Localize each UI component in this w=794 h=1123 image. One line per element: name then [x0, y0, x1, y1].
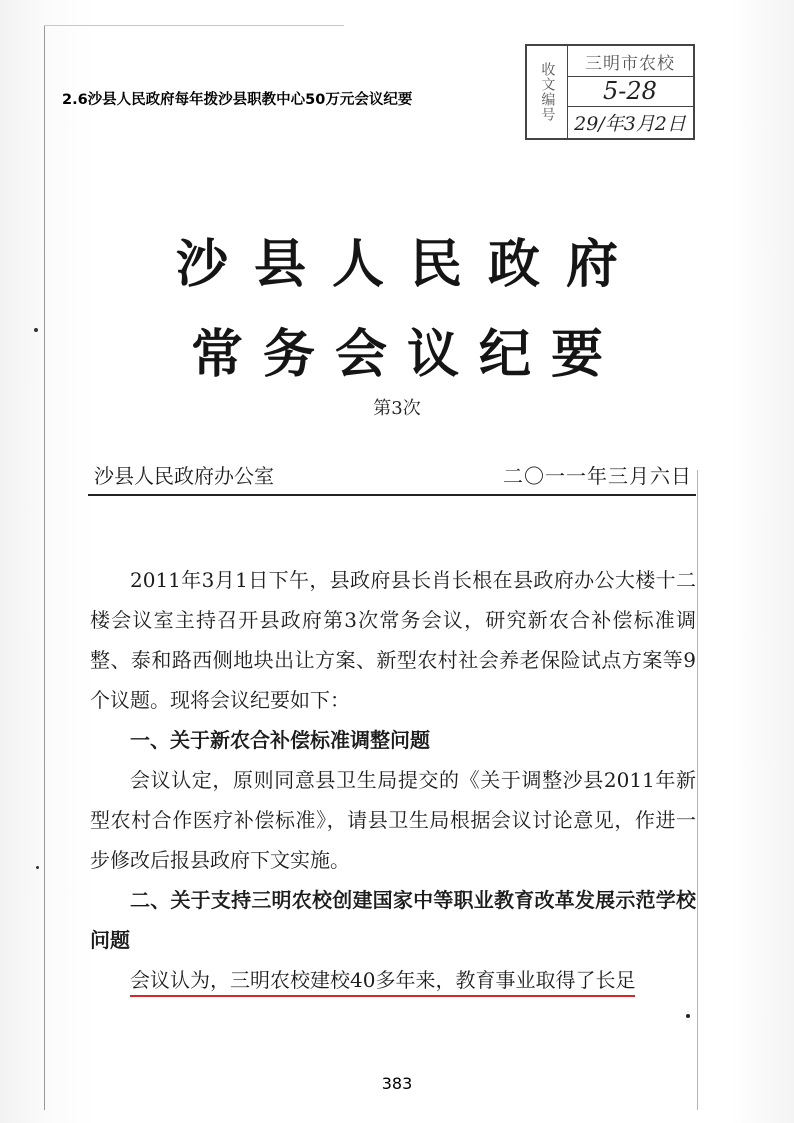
stamp-label: 收文编号 — [527, 46, 568, 138]
stamp-number-row — [567, 76, 693, 107]
stamp-date: 29/年3月2日 — [574, 112, 686, 135]
receipt-stamp — [525, 44, 695, 140]
document-body — [90, 560, 696, 1000]
scan-top-edge — [44, 25, 344, 26]
section-paragraph-2 — [90, 960, 696, 1000]
session-number: 第3次 — [373, 398, 421, 419]
stamp-organization-row — [567, 46, 693, 77]
underlined-text: 会议认为，三明农校建校40多年来，教育事业取得了长足 — [130, 968, 635, 997]
document-caption: 2.6沙县人民政府每年拨沙县职教中心50万元会议纪要 — [62, 92, 413, 108]
section-heading-2: 二、关于支持三明农校创建国家中等职业教育改革发展示范学校问题 — [90, 888, 696, 952]
intro-paragraph: 2011年3月1日下午，县政府县长肖长根在县政府办公大楼十二楼会议室主持召开县政府第3次常务会议，研究新农合补偿标准调整、泰和路西侧地块出让方案、新型农村社会养老保险试点方案等9个议题。现将会议纪要如下： — [90, 568, 696, 712]
scan-right-edge — [697, 470, 698, 1110]
stamp-organization: 三明市农校 — [585, 53, 675, 74]
header-divider — [88, 494, 696, 496]
issuer: 沙县人民政府办公室 — [94, 464, 274, 488]
scan-mark — [686, 1014, 690, 1018]
scan-left-edge — [44, 25, 45, 1110]
scan-speck — [36, 866, 39, 869]
document-title: 沙县人民政府 — [175, 234, 644, 295]
page-number: 383 — [381, 1074, 413, 1093]
stamp-date-row — [567, 107, 693, 137]
document-subtitle: 常务会议纪要 — [190, 324, 623, 385]
section-paragraph-1: 会议认定，原则同意县卫生局提交的《关于调整沙县2011年新型农村合作医疗补偿标准》，请县卫生局根据会议讨论意见，作进一步修改后报县政府下文实施。 — [90, 768, 696, 872]
section-heading-1: 一、关于新农合补偿标准调整问题 — [130, 728, 430, 752]
issue-date: 二〇一一年三月六日 — [503, 464, 692, 488]
stamp-number: 5-28 — [603, 77, 657, 105]
